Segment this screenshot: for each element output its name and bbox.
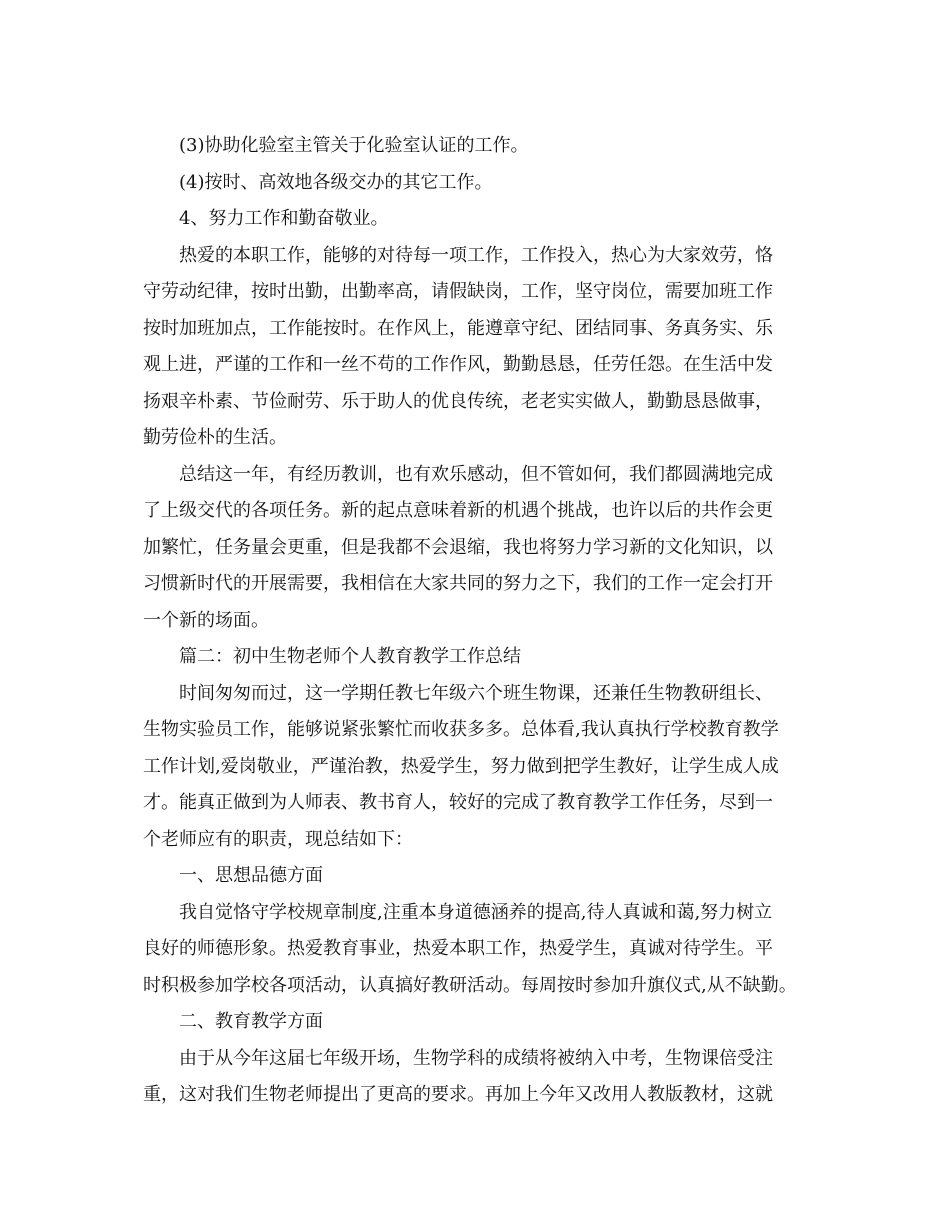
- paragraph-line: 热爱的本职工作，能够的对待每一项工作，工作投入，热心为大家效劳，恪: [179, 244, 773, 266]
- paragraph-line: 重，这对我们生物老师提出了更高的要求。再加上今年又改用人教版教材，这就: [143, 1084, 773, 1105]
- section-heading: 二、教育教学方面: [179, 1011, 323, 1032]
- article-title: 篇二：初中生物老师个人教育教学工作总结: [179, 646, 521, 667]
- paragraph-line: 总结这一年，有经历教训，也有欢乐感动，但不管如何，我们都圆满地完成: [179, 463, 773, 485]
- paragraph-line: 勤劳俭朴的生活。: [143, 427, 287, 448]
- paragraph-line: 守劳动纪律，按时出勤，出勤率高，请假缺岗，工作，坚守岗位，需要加班工作: [143, 281, 773, 302]
- paragraph-line: 工作计划,爱岗敬业，严谨治教，热爱学生，努力做到把学生教好，让学生成人成: [143, 755, 779, 777]
- paragraph-line: 才。能真正做到为人师表、教书育人，较好的完成了教育教学工作任务，尽到一: [143, 792, 773, 813]
- paragraph-line: 观上进，严谨的工作和一丝不苟的工作作风，勤勤恳恳，任劳任怨。在生活中发: [143, 354, 773, 375]
- paragraph-line: 个老师应有的职责，现总结如下：: [143, 828, 413, 850]
- paragraph-line: 了上级交代的各项任务。新的起点意味着新的机遇个挑战，也许以后的共作会更: [143, 500, 773, 521]
- section-heading: 一、思想品德方面: [179, 865, 323, 886]
- section-heading: 4、努力工作和勤奋敬业。: [179, 208, 389, 229]
- paragraph-line: 良好的师德形象。热爱教育事业，热爱本职工作，热爱学生，真诚对待学生。平: [143, 938, 773, 959]
- paragraph-line: 我自觉恪守学校规章制度,注重本身道德涵养的提高,待人真诚和蔼,努力树立: [179, 901, 773, 923]
- paragraph-line: 按时加班加点，工作能按时。在作风上，能遵章守纪、团结同事、务真务实、乐: [143, 317, 773, 339]
- list-item: (3)协助化验室主管关于化验室认证的工作。: [179, 135, 529, 156]
- paragraph-line: 一个新的场面。: [143, 609, 269, 631]
- paragraph-line: 习惯新时代的开展需要，我相信在大家共同的努力之下，我们的工作一定会打开: [143, 573, 773, 594]
- paragraph-line: 由于从今年这届七年级开场，生物学科的成绩将被纳入中考，生物课倍受注: [179, 1047, 773, 1069]
- list-item: (4)按时、高效地各级交办的其它工作。: [179, 171, 493, 193]
- paragraph-line: 加繁忙，任务量会更重，但是我都不会退缩，我也将努力学习新的文化知识，以: [143, 536, 773, 558]
- paragraph-line: 时积极参加学校各项活动，认真搞好教研活动。每周按时参加升旗仪式,从不缺勤。: [143, 974, 797, 996]
- document-body: [143, 128, 823, 1114]
- paragraph-line: 扬艰辛朴素、节俭耐劳、乐于助人的优良传统，老老实实做人，勤勤恳恳做事，: [143, 390, 773, 412]
- paragraph-line: 时间匆匆而过，这一学期任教七年级六个班生物课，还兼任生物教研组长、: [179, 682, 773, 704]
- paragraph-line: 生物实验员工作，能够说紧张繁忙而收获多多。总体看,我认真执行学校教育教学: [143, 719, 779, 740]
